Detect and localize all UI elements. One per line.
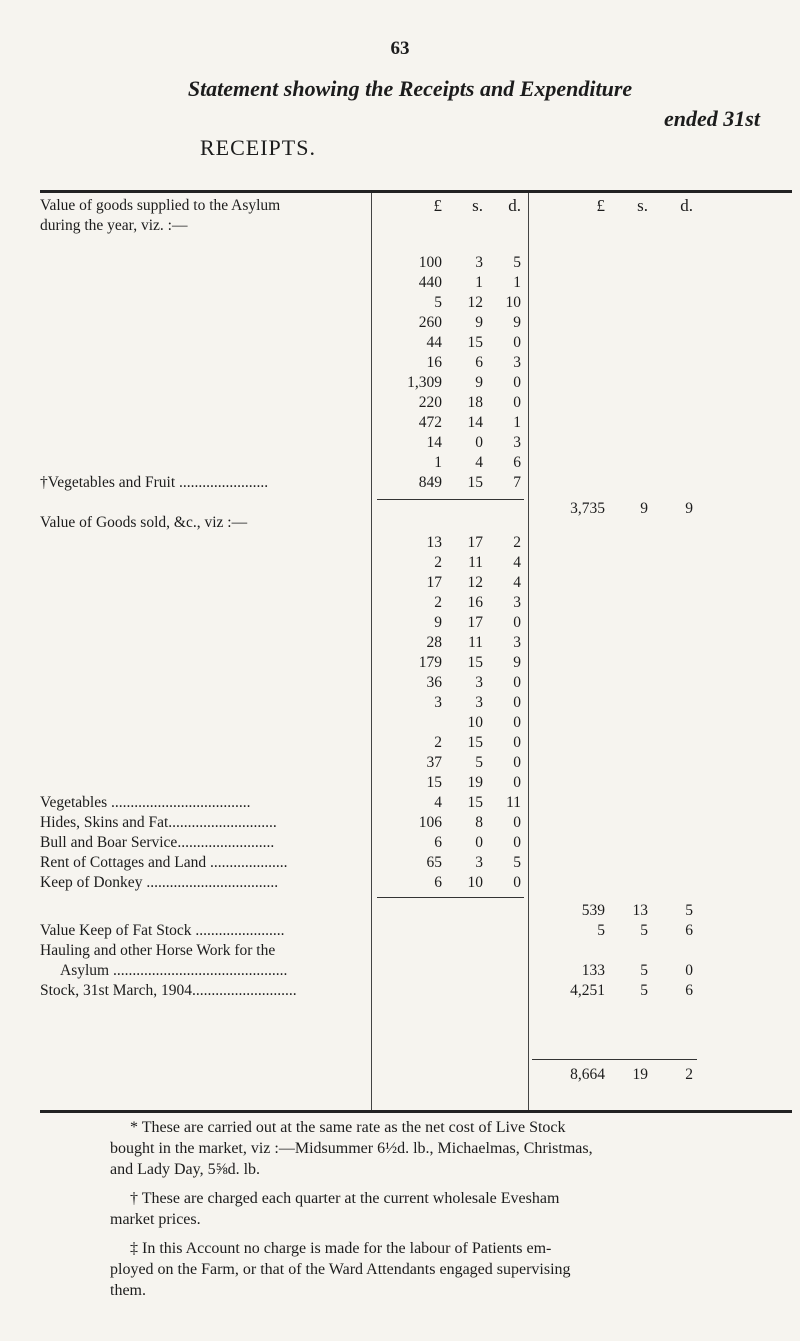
stock-desc: Stock, 31st March, 1904........................... (40, 982, 297, 999)
title-line-2: ended 31st (664, 106, 760, 131)
item-pounds: 106 (418, 814, 442, 831)
col-pounds-header: £ (433, 196, 442, 215)
footnote-star-line1: * These are carried out at the same rate as the net cost of Live Stock (130, 1119, 566, 1136)
footnote-star-line3: and Lady Day, 5⅝d. lb. (110, 1161, 261, 1178)
table-row (40, 433, 792, 453)
item-pence: 0 (513, 814, 521, 831)
table-row (40, 413, 792, 433)
item-desc: Bull and Boar Service......................... (40, 834, 275, 851)
footnote-dagger-line2: market prices. (110, 1211, 201, 1228)
fat-stock-pence: 6 (685, 922, 693, 939)
section2-heading: Value of Goods sold, &c., viz :— (40, 514, 248, 531)
grand-total-pence: 2 (685, 1066, 693, 1083)
item-pounds: 1 (434, 454, 442, 471)
item-pence: 0 (513, 734, 521, 751)
item-shillings: 15 (467, 794, 483, 811)
item-shillings: 17 (467, 614, 483, 631)
item-pounds: 44 (426, 334, 442, 351)
item-pounds: 13 (426, 534, 442, 551)
item-shillings: 8 (475, 814, 483, 831)
table-row (40, 553, 792, 573)
table-row (40, 533, 792, 553)
item-desc: Keep of Donkey .................................. (40, 874, 279, 891)
hauling-shillings: 5 (640, 962, 648, 979)
item-pounds: 260 (418, 314, 442, 331)
grand-total-shillings: 19 (632, 1066, 648, 1083)
item-pence: 0 (513, 674, 521, 691)
item-pounds: 5 (434, 294, 442, 311)
receipts-table (40, 190, 792, 1113)
item-shillings: 14 (467, 414, 483, 431)
section2-total-pence: 5 (685, 902, 693, 919)
hauling-pence: 0 (685, 962, 693, 979)
col-total-shillings-header: s. (637, 196, 648, 215)
item-pounds: 65 (426, 854, 442, 871)
item-pence: 0 (513, 334, 521, 351)
section1-total-pence: 9 (685, 500, 693, 517)
col-total-pence-header: d. (680, 196, 693, 215)
section1-total-shillings: 9 (640, 500, 648, 517)
item-shillings: 12 (467, 294, 483, 311)
table-row (40, 593, 792, 613)
item-pounds: 6 (434, 874, 442, 891)
footnote-star-line2: bought in the market, viz :—Midsummer 6½d. lb., Michaelmas, Christmas, (110, 1140, 593, 1157)
section1-heading-line2: during the year, viz. :— (40, 217, 188, 234)
table-row (40, 773, 792, 793)
table-row (40, 961, 792, 981)
item-shillings: 5 (475, 754, 483, 771)
table-row (40, 273, 792, 293)
item-shillings: 15 (467, 474, 483, 491)
footnote-ddagger-line3: them. (110, 1282, 146, 1299)
item-shillings: 3 (475, 674, 483, 691)
item-pounds: 472 (418, 414, 442, 431)
item-shillings: 15 (467, 334, 483, 351)
item-shillings: 19 (467, 774, 483, 791)
hauling-desc-line1: Hauling and other Horse Work for the (40, 942, 276, 959)
section-heading-receipts: RECEIPTS. (200, 135, 316, 160)
subtotal-rule (377, 897, 524, 898)
item-pence: 0 (513, 394, 521, 411)
table-row (40, 873, 792, 893)
col-shillings-header: s. (472, 196, 483, 215)
item-pounds: 849 (418, 474, 442, 491)
table-row (40, 753, 792, 773)
item-pounds: 17 (426, 574, 442, 591)
col-total-pounds-header: £ (596, 196, 605, 215)
item-pounds: 179 (418, 654, 442, 671)
table-row (40, 733, 792, 753)
section1-heading-line1: Value of goods supplied to the Asylum (40, 197, 281, 214)
section2-total-row (40, 901, 792, 921)
section2-heading-row (40, 513, 792, 533)
item-pounds: 1,309 (407, 374, 442, 391)
table-row (40, 853, 792, 873)
item-shillings: 0 (475, 434, 483, 451)
grand-total-pounds: 8,664 (570, 1066, 605, 1083)
table-row (40, 793, 792, 813)
item-pence: 4 (513, 574, 521, 591)
item-pounds: 220 (418, 394, 442, 411)
table-row (40, 293, 792, 313)
stock-pounds: 4,251 (570, 982, 605, 999)
item-pence: 3 (513, 634, 521, 651)
table-row (40, 833, 792, 853)
item-pounds: 100 (418, 254, 442, 271)
hauling-desc-line2: Asylum ............................................. (60, 962, 288, 979)
stock-pence: 6 (685, 982, 693, 999)
table-row (40, 813, 792, 833)
table-row (40, 693, 792, 713)
item-pence: 10 (505, 294, 521, 311)
header-row (40, 196, 792, 216)
hauling-pounds: 133 (581, 962, 605, 979)
section1-total-pounds: 3,735 (570, 500, 605, 517)
footnote-ddagger-line2: ployed on the Farm, or that of the Ward Attendants engaged supervising (110, 1261, 571, 1278)
item-pounds: 2 (434, 554, 442, 571)
item-pence: 4 (513, 554, 521, 571)
section2-total-pounds: 539 (581, 902, 605, 919)
table-row (40, 453, 792, 473)
item-shillings: 4 (475, 454, 483, 471)
item-pounds: 4 (434, 794, 442, 811)
item-pence: 11 (506, 794, 521, 811)
section2-total-shillings: 13 (632, 902, 648, 919)
item-pounds: 9 (434, 614, 442, 631)
table-row (40, 613, 792, 633)
item-pounds: 2 (434, 594, 442, 611)
grand-total-row (40, 1065, 792, 1085)
table-row (40, 573, 792, 593)
stock-shillings: 5 (640, 982, 648, 999)
grand-total-rule (532, 1059, 697, 1060)
item-desc: Hides, Skins and Fat............................ (40, 814, 277, 831)
item-pounds: 15 (426, 774, 442, 791)
table-row (40, 633, 792, 653)
item-pence: 2 (513, 534, 521, 551)
header-row-2 (40, 216, 792, 236)
item-shillings: 15 (467, 734, 483, 751)
fat-stock-desc: Value Keep of Fat Stock ....................... (40, 922, 285, 939)
item-shillings: 3 (475, 254, 483, 271)
item-shillings: 0 (475, 834, 483, 851)
table-row (40, 713, 792, 733)
table-row (40, 941, 792, 961)
item-shillings: 12 (467, 574, 483, 591)
item-pence: 1 (513, 414, 521, 431)
item-pence: 1 (513, 274, 521, 291)
item-shillings: 1 (475, 274, 483, 291)
item-pence: 0 (513, 714, 521, 731)
item-shillings: 11 (468, 634, 483, 651)
item-shillings: 10 (467, 714, 483, 731)
item-pence: 0 (513, 614, 521, 631)
item-desc: Rent of Cottages and Land .................... (40, 854, 288, 871)
footnote-dagger-line1: † These are charged each quarter at the current wholesale Evesham (130, 1190, 560, 1207)
table-row (40, 393, 792, 413)
item-pounds: 3 (434, 694, 442, 711)
item-pence: 9 (513, 654, 521, 671)
item-pence: 3 (513, 434, 521, 451)
item-pounds: 2 (434, 734, 442, 751)
item-shillings: 9 (475, 374, 483, 391)
fat-stock-pounds: 5 (597, 922, 605, 939)
table-row (40, 373, 792, 393)
table-row (40, 653, 792, 673)
item-pence: 9 (513, 314, 521, 331)
item-desc: Vegetables .................................... (40, 794, 251, 811)
table-row (40, 921, 792, 941)
item-shillings: 9 (475, 314, 483, 331)
item-pence: 0 (513, 374, 521, 391)
item-shillings: 15 (467, 654, 483, 671)
item-shillings: 3 (475, 694, 483, 711)
item-shillings: 3 (475, 854, 483, 871)
table-row (40, 981, 792, 1001)
item-pounds: 440 (418, 274, 442, 291)
item-shillings: 6 (475, 354, 483, 371)
table-row (40, 313, 792, 333)
item-pounds: 37 (426, 754, 442, 771)
item-pounds: 6 (434, 834, 442, 851)
item-pounds: 16 (426, 354, 442, 371)
item-shillings: 16 (467, 594, 483, 611)
item-desc: †Vegetables and Fruit ....................... (40, 474, 269, 491)
page-number: 63 (390, 38, 410, 59)
item-shillings: 11 (468, 554, 483, 571)
footnote-ddagger-line1: ‡ In this Account no charge is made for the labour of Patients em- (130, 1240, 552, 1257)
col-pence-header: d. (508, 196, 521, 215)
item-shillings: 10 (467, 874, 483, 891)
table-row (40, 673, 792, 693)
item-pence: 0 (513, 874, 521, 891)
fat-stock-shillings: 5 (640, 922, 648, 939)
item-pounds: 36 (426, 674, 442, 691)
table-row (40, 333, 792, 353)
item-pence: 0 (513, 694, 521, 711)
item-pounds: 14 (426, 434, 442, 451)
item-pence: 6 (513, 454, 521, 471)
item-pence: 0 (513, 754, 521, 771)
item-pence: 3 (513, 354, 521, 371)
table-row (40, 353, 792, 373)
title-line-1: Statement showing the Receipts and Expenditure (187, 76, 633, 101)
item-pence: 5 (513, 254, 521, 271)
item-pence: 3 (513, 594, 521, 611)
item-pence: 0 (513, 834, 521, 851)
item-pence: 7 (513, 474, 521, 491)
table-row (40, 473, 792, 493)
item-pence: 0 (513, 774, 521, 791)
item-pounds: 28 (426, 634, 442, 651)
item-shillings: 18 (467, 394, 483, 411)
table-row (40, 253, 792, 273)
item-pence: 5 (513, 854, 521, 871)
item-shillings: 17 (467, 534, 483, 551)
